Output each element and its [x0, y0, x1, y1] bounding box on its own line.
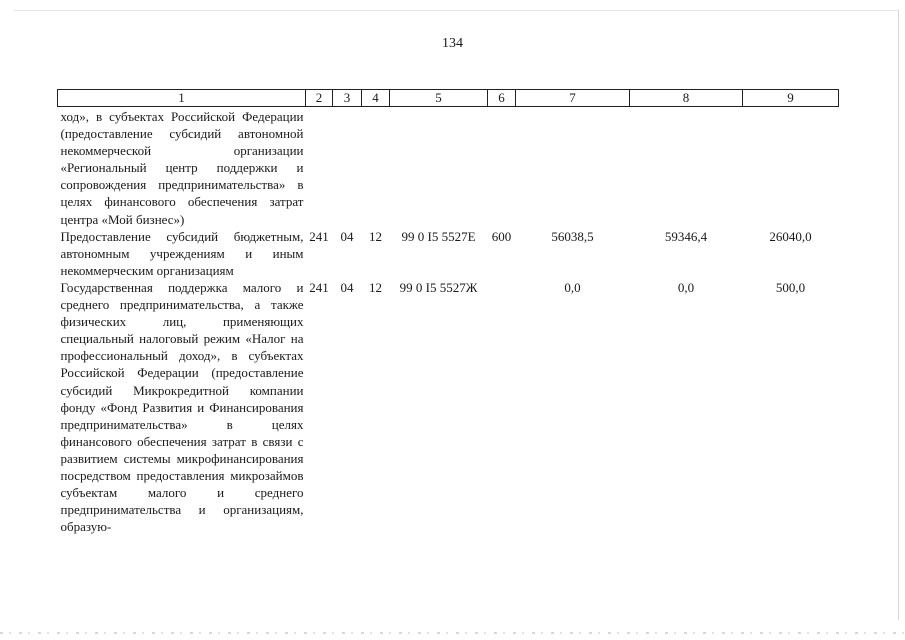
- row-value-9: 500,0: [775, 279, 806, 295]
- row-code-4: [362, 107, 390, 228]
- header-col-7: 7: [516, 90, 630, 107]
- row-code-5: 99 0 I5 5527Ж: [399, 279, 478, 295]
- row-code-3: [333, 107, 362, 228]
- row-code-5: 99 0 I5 5527Е: [401, 228, 476, 244]
- row-code-5: [390, 107, 488, 228]
- row-code-3: 04: [340, 228, 354, 244]
- row-code-6: [488, 107, 516, 228]
- row-value-9: [743, 107, 839, 228]
- header-col-4: 4: [362, 90, 390, 107]
- row-code-2: [306, 107, 333, 228]
- header-col-2: 2: [306, 90, 333, 107]
- row-description: Государственная поддержка малого и среднего предпринимательства, а также физических лиц, применяющих специальный налоговый режим «Налог на профессиональный доход», в субъектах Российской Федерации (предоставление субсидий Микрокредитной компании фонду «Фонд Развития и Финансирования предпринимательства» в целях финансового обеспечения затрат в связи с развитием системы микрофинансирования посредством предоставления микрозаймов субъектам малого и среднего предпринимательства и организациям, образую-: [60, 279, 304, 535]
- row-code-4: 12: [369, 228, 382, 244]
- row-code-3: 04: [340, 279, 354, 295]
- row-code-6: [488, 279, 516, 535]
- budget-table: [57, 89, 839, 535]
- table-header-row: [58, 90, 839, 107]
- table-row: [58, 107, 839, 228]
- row-description: ход», в субъектах Российской Федерации (предоставление субсидий автономной некоммерческой организации «Региональный центр поддержки и сопровождения предпринимательства» в целях финансового обеспечения затрат центра «Мой бизнес»): [60, 109, 304, 227]
- header-col-6: 6: [488, 90, 516, 107]
- header-col-3: 3: [333, 90, 362, 107]
- header-col-8: 8: [630, 90, 743, 107]
- page-edge-top: [14, 10, 899, 11]
- header-col-5: 5: [390, 90, 488, 107]
- row-value-8: [630, 107, 743, 228]
- page-edge-right: [898, 10, 899, 620]
- row-value-8: 0,0: [677, 279, 695, 295]
- row-code-6: 600: [491, 228, 512, 244]
- scan-edge-noise: [0, 632, 905, 634]
- table-row: [58, 228, 839, 279]
- table-row: [58, 279, 839, 535]
- header-col-9: 9: [743, 90, 839, 107]
- row-value-7: [516, 107, 630, 228]
- row-code-2: 241: [309, 279, 329, 295]
- row-code-2: 241: [309, 228, 329, 244]
- row-description: Предоставление субсидий бюджетным, автономным учреждениям и иным некоммерческим организациям: [60, 228, 304, 278]
- row-value-7: 56038,5: [551, 228, 594, 244]
- row-value-8: 59346,4: [664, 228, 708, 244]
- row-value-7: 0,0: [564, 279, 581, 295]
- page-number: 134: [442, 36, 463, 51]
- row-value-9: 26040,0: [769, 228, 812, 244]
- row-code-4: 12: [369, 279, 382, 295]
- header-col-1: 1: [58, 90, 306, 107]
